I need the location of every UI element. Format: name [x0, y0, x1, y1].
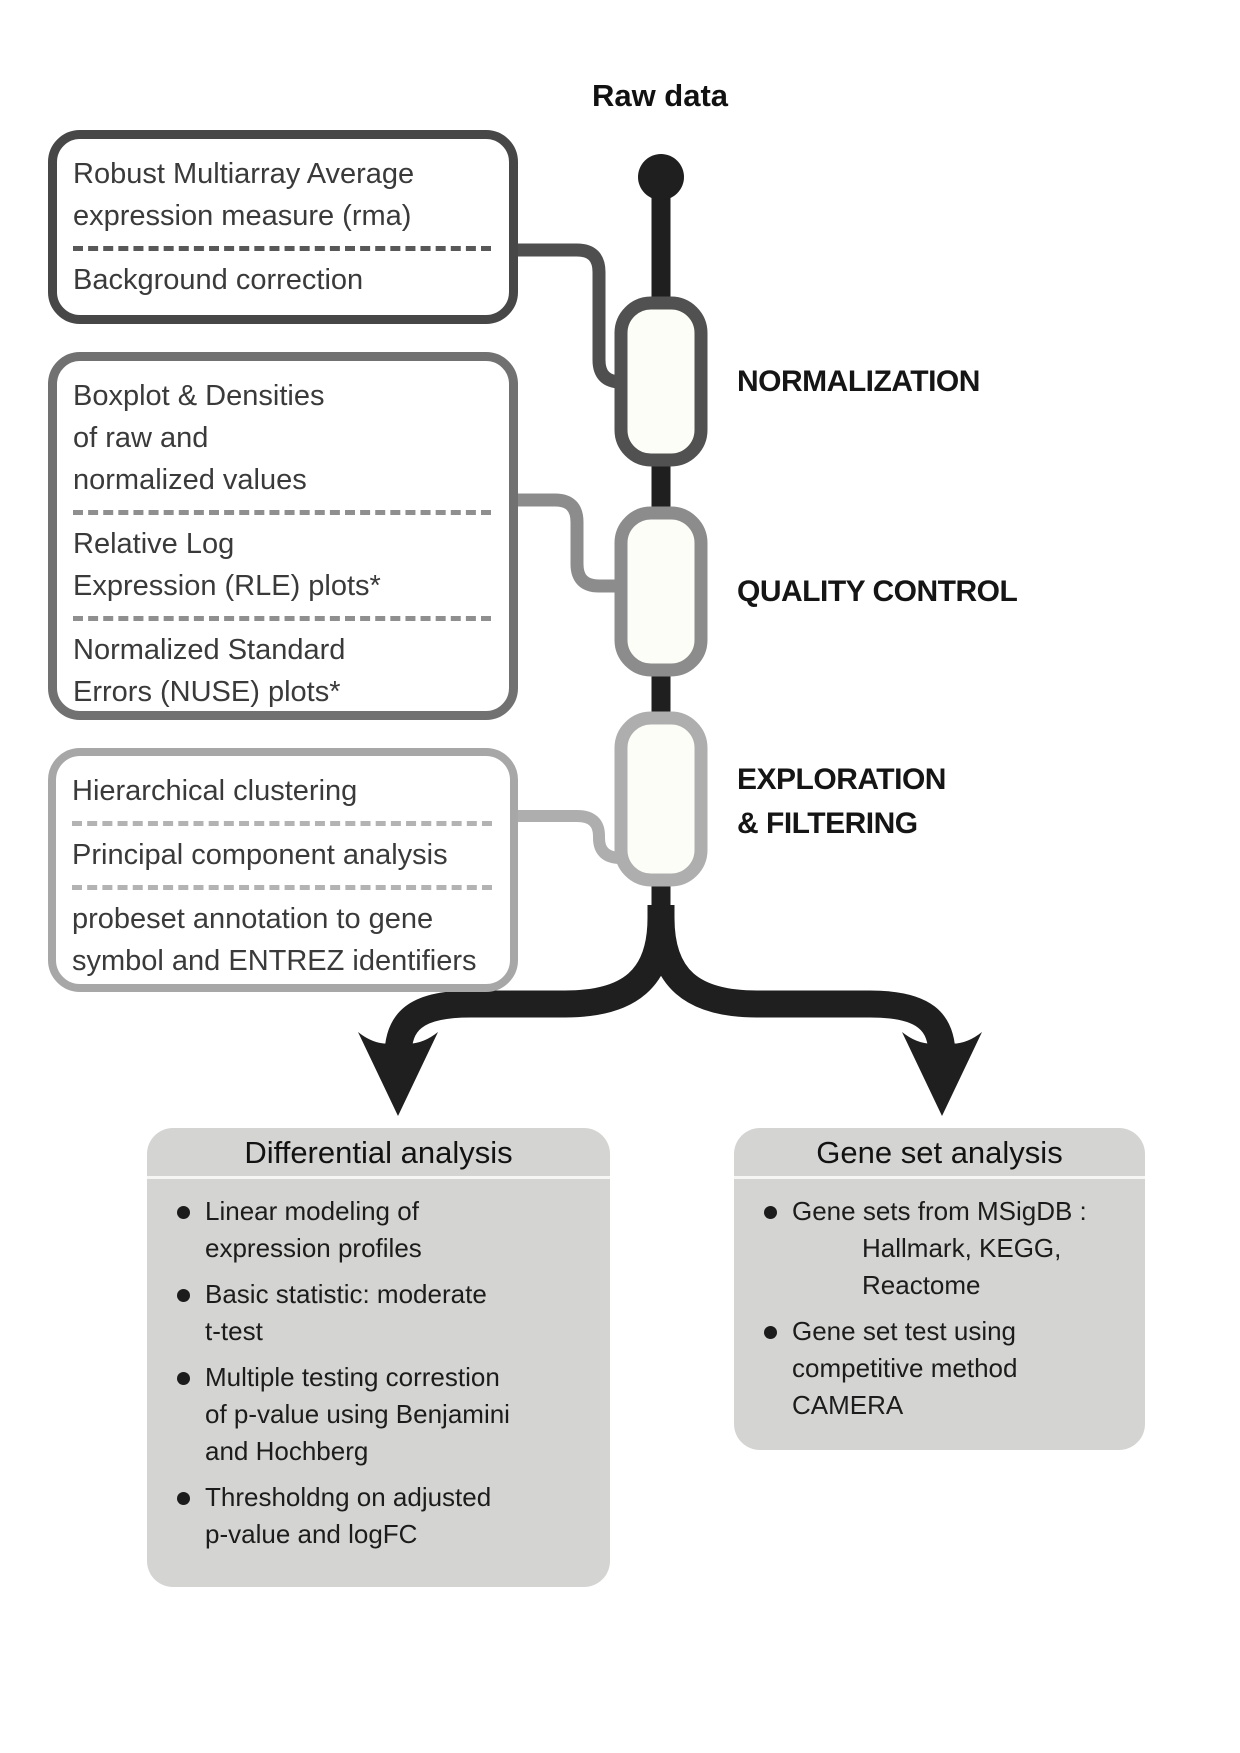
method-line: Background correction — [73, 264, 364, 296]
method-line: Relative Log — [73, 528, 235, 560]
method-line: probeset annotation to gene — [72, 903, 434, 935]
stage-label-line: EXPLORATION — [737, 763, 946, 796]
bullet-line: Gene set test using — [792, 1316, 1017, 1346]
arrowhead-left-icon — [358, 1032, 438, 1116]
bullet-line: and Hochberg — [205, 1436, 369, 1466]
method-line: Principal component analysis — [72, 839, 448, 871]
bullet-item — [171, 1479, 596, 1553]
method-row — [73, 616, 491, 722]
connector-exploration — [512, 816, 628, 858]
connector-quality — [512, 500, 628, 586]
method-row — [72, 885, 492, 991]
arrowhead-right-icon — [902, 1032, 982, 1116]
stage-label-line: NORMALIZATION — [737, 365, 980, 398]
method-line: of raw and — [73, 422, 209, 454]
method-line: Errors (NUSE) plots* — [73, 676, 341, 708]
method-line: Robust Multiarray Average — [73, 158, 415, 190]
bullet-line: CAMERA — [792, 1390, 904, 1420]
method-row — [73, 145, 491, 246]
differential-analysis-title: Differential analysis — [147, 1128, 610, 1179]
stage-label-quality-control — [737, 570, 1017, 614]
method-line: symbol and ENTREZ identifiers — [72, 945, 477, 977]
method-line: Expression (RLE) plots* — [73, 570, 381, 602]
box-gene-set-analysis — [734, 1128, 1145, 1450]
method-line: expression measure (rma) — [73, 200, 412, 232]
connector-normalization — [512, 250, 628, 382]
method-row — [72, 762, 492, 821]
box-quality-control-methods — [48, 352, 518, 720]
stage-label-line: QUALITY CONTROL — [737, 575, 1018, 608]
method-line: Hierarchical clustering — [72, 775, 358, 807]
differential-analysis-list — [147, 1189, 610, 1572]
gene-set-analysis-list — [734, 1189, 1145, 1443]
box-exploration-methods — [48, 748, 518, 992]
raw-data-title: Raw data — [591, 78, 729, 113]
bullet-line: Thresholdng on adjusted — [205, 1482, 492, 1512]
box-normalization-methods — [48, 130, 518, 324]
method-row — [73, 510, 491, 616]
stage-label-exploration-filtering — [737, 758, 946, 846]
bullet-line: p-value and logFC — [205, 1519, 418, 1549]
pill-quality-control — [621, 513, 701, 670]
bullet-line: Multiple testing correstion — [205, 1362, 500, 1392]
bullet-item — [758, 1193, 1131, 1304]
box-differential-analysis — [147, 1128, 610, 1587]
method-line: normalized values — [73, 464, 307, 496]
method-row — [73, 367, 491, 510]
stage-label-normalization — [737, 360, 980, 404]
raw-data-dot — [638, 154, 684, 200]
bullet-item — [171, 1276, 596, 1350]
method-row — [73, 246, 491, 310]
bullet-item — [171, 1193, 596, 1267]
method-row — [72, 821, 492, 885]
bullet-line: expression profiles — [205, 1233, 422, 1263]
branch-arm-right — [661, 905, 942, 1062]
bullet-line: competitive method — [792, 1353, 1018, 1383]
stage-label-line: & FILTERING — [737, 807, 918, 840]
method-line: Boxplot & Densities — [73, 380, 325, 412]
gene-set-analysis-title: Gene set analysis — [734, 1128, 1145, 1179]
pill-normalization — [621, 303, 701, 460]
pill-exploration — [621, 718, 701, 880]
bullet-sub-line: Reactome — [862, 1270, 981, 1300]
bullet-line: of p-value using Benjamini — [205, 1399, 510, 1429]
bullet-line: t-test — [205, 1316, 263, 1346]
bullet-item — [758, 1313, 1131, 1424]
bullet-line: Gene sets from MSigDB : — [792, 1196, 1087, 1226]
bullet-line: Linear modeling of — [205, 1196, 419, 1226]
bullet-line: Basic statistic: moderate — [205, 1279, 487, 1309]
method-line: Normalized Standard — [73, 634, 346, 666]
bullet-sub-line: Hallmark, KEGG, — [862, 1233, 1062, 1263]
bullet-item — [171, 1359, 596, 1470]
